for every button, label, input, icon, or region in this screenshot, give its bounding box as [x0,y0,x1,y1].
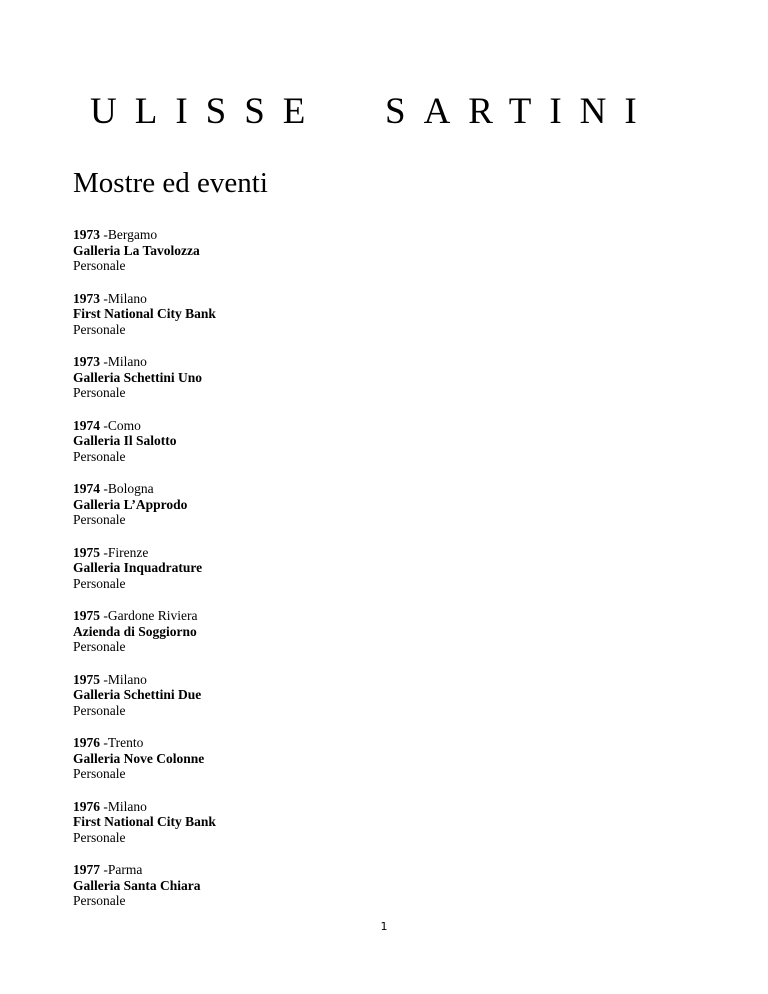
event-venue: Galleria Il Salotto [73,433,177,448]
event-venue: Galleria Nove Colonne [73,750,205,766]
event-city: -Como [103,417,141,433]
event-venue: Galleria Inquadrature [73,560,203,575]
event-year: 1975 [73,671,100,687]
event-year: 1974 [73,417,100,433]
event-type: Personale [73,385,126,400]
event-date-city [73,227,473,243]
event-city: -Bologna [103,481,154,496]
event-item [73,418,473,482]
event-type: Personale [73,829,126,845]
event-city: -Bergamo [103,227,158,242]
event-year: 1973 [73,290,100,306]
event-city: -Milano [103,798,147,814]
event-item [73,354,473,418]
event-type: Personale [73,766,126,781]
event-date-city [73,481,473,497]
event-venue: First National City Bank [73,306,216,321]
event-type: Personale [73,639,126,654]
event-item [73,227,473,291]
event-city: -Milano [103,290,147,306]
event-year: 1974 [73,481,100,496]
event-city: -Milano [103,671,147,687]
event-venue: Galleria Santa Chiara [73,877,201,893]
event-venue: Azienda di Soggiorno [73,623,197,639]
event-item [73,672,473,736]
event-year: 1975 [73,544,100,560]
title-first-name: ULISSE [90,91,324,132]
event-city: -Trento [103,735,144,750]
event-venue: First National City Bank [73,814,216,829]
event-date-city [73,545,473,561]
event-year: 1976 [73,798,100,814]
event-type: Personale [73,258,126,273]
event-date-city [73,862,473,878]
event-city: -Parma [103,862,143,877]
event-type: Personale [73,321,126,337]
event-item [73,545,473,609]
event-date-city [73,608,473,624]
event-type: Personale [73,702,126,718]
event-item [73,735,473,799]
event-list [73,227,473,926]
event-year: 1976 [73,735,100,750]
event-year: 1973 [73,227,100,242]
event-venue: Galleria L’Approdo [73,496,188,512]
event-year: 1973 [73,354,100,369]
event-item [73,608,473,672]
event-city: -Gardone Riviera [103,608,198,623]
event-city: -Firenze [103,544,149,560]
event-year: 1975 [73,608,100,623]
document-title [0,88,768,136]
event-type: Personale [73,512,126,527]
event-type: Personale [73,448,126,464]
event-item [73,799,473,863]
page-number: 1 [380,920,388,933]
event-date-city [73,354,473,370]
event-item [73,862,473,926]
event-type: Personale [73,575,126,591]
event-date-city [73,799,473,815]
event-date-city [73,735,473,751]
event-city: -Milano [103,354,147,369]
event-date-city [73,418,473,434]
event-date-city [73,672,473,688]
event-item [73,291,473,355]
event-item [73,481,473,545]
event-venue: Galleria La Tavolozza [73,242,200,258]
event-venue: Galleria Schettini Due [73,687,202,702]
event-date-city [73,291,473,307]
event-year: 1977 [73,862,100,877]
section-title: Mostre ed eventi [73,167,268,199]
event-type: Personale [73,893,126,908]
title-last-name: SARTINI [385,91,655,132]
event-venue: Galleria Schettini Uno [73,369,202,385]
